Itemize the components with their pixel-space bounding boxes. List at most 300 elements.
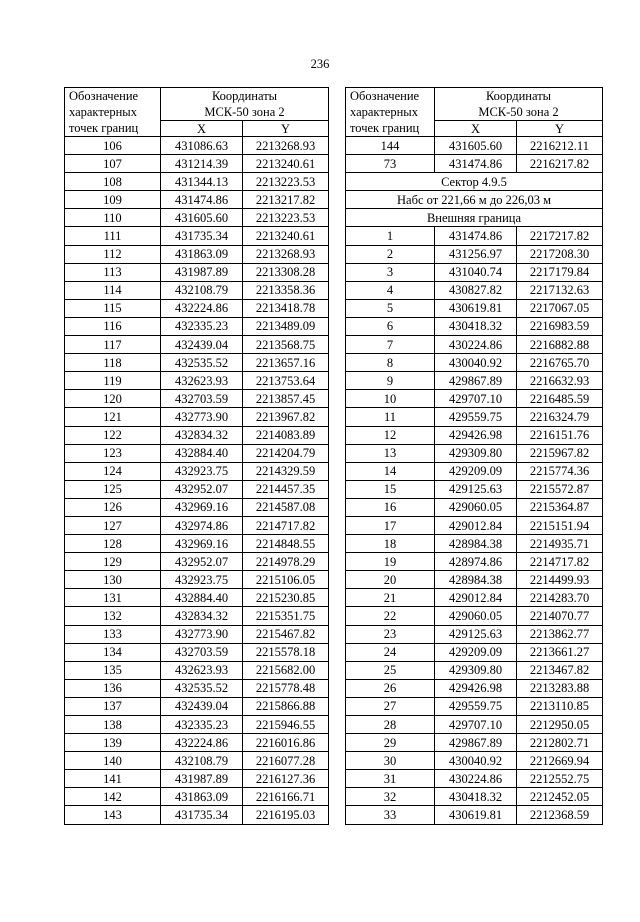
y-coordinate-cell: 2214283.70 (517, 589, 603, 607)
x-coordinate-cell: 431214.39 (161, 155, 243, 173)
y-coordinate-cell: 2214978.29 (243, 553, 329, 571)
table-row (65, 191, 329, 209)
x-coordinate-cell: 429125.63 (435, 625, 517, 643)
y-coordinate-cell: 2213223.53 (243, 173, 329, 191)
x-coordinate-cell: 432969.16 (161, 535, 243, 553)
y-coordinate-cell: 2215578.18 (243, 643, 329, 661)
table-row (65, 137, 329, 155)
x-coordinate-cell: 432623.93 (161, 661, 243, 679)
point-number-cell: 144 (346, 137, 435, 155)
table-row (346, 679, 603, 697)
point-designation-line1: Обозначение (350, 89, 420, 103)
point-number-cell: 129 (65, 553, 161, 571)
point-number-cell: 12 (346, 426, 435, 444)
x-coordinate-cell: 429426.98 (435, 679, 517, 697)
table-row (65, 209, 329, 227)
x-coordinate-cell: 431863.09 (161, 245, 243, 263)
y-coordinate-cell: 2213489.09 (243, 317, 329, 335)
y-coordinate-cell: 2212950.05 (517, 716, 603, 734)
y-coordinate-cell: 2216016.86 (243, 734, 329, 752)
y-coordinate-cell: 2213967.82 (243, 408, 329, 426)
table-row (346, 734, 603, 752)
table-row (65, 716, 329, 734)
page-number: 236 (310, 57, 330, 71)
point-number-cell: 26 (346, 679, 435, 697)
x-coordinate-cell: 429559.75 (435, 697, 517, 715)
y-coordinate-cell: 2215364.87 (517, 498, 603, 516)
point-number-cell: 7 (346, 336, 435, 354)
x-coordinate-cell: 432224.86 (161, 734, 243, 752)
table-row (65, 553, 329, 571)
table-row (65, 372, 329, 390)
y-coordinate-cell: 2216485.59 (517, 390, 603, 408)
x-coordinate-cell: 431735.34 (161, 806, 243, 824)
point-number-cell: 139 (65, 734, 161, 752)
x-coordinate-cell: 432974.86 (161, 516, 243, 534)
x-coordinate-cell: 432923.75 (161, 571, 243, 589)
right-table-top-body (346, 137, 603, 173)
point-number-cell: 128 (65, 535, 161, 553)
table-row (65, 336, 329, 354)
point-number-cell: 142 (65, 788, 161, 806)
x-coordinate-cell: 428974.86 (435, 553, 517, 571)
x-coordinate-cell: 430827.82 (435, 281, 517, 299)
x-coordinate-cell: 432884.40 (161, 444, 243, 462)
point-number-cell: 108 (65, 173, 161, 191)
y-header: Y (517, 121, 603, 137)
table-row (346, 716, 603, 734)
table-row (65, 498, 329, 516)
point-number-cell: 23 (346, 625, 435, 643)
y-coordinate-cell: 2214848.55 (243, 535, 329, 553)
table-row (346, 643, 603, 661)
table-row (65, 354, 329, 372)
x-coordinate-cell: 431474.86 (435, 227, 517, 245)
table-row (65, 607, 329, 625)
table-row (346, 480, 603, 498)
y-coordinate-cell: 2213862.77 (517, 625, 603, 643)
table-row (346, 263, 603, 281)
table-row (65, 589, 329, 607)
y-coordinate-cell: 2216765.70 (517, 354, 603, 372)
point-number-cell: 1 (346, 227, 435, 245)
table-row (346, 553, 603, 571)
point-number-cell: 119 (65, 372, 161, 390)
point-number-cell: 73 (346, 155, 435, 173)
y-coordinate-cell: 2213358.36 (243, 281, 329, 299)
x-coordinate-cell: 432834.32 (161, 426, 243, 444)
x-coordinate-cell: 429309.80 (435, 661, 517, 679)
point-number-cell: 13 (346, 444, 435, 462)
table-row (65, 227, 329, 245)
y-coordinate-cell: 2216127.36 (243, 770, 329, 788)
x-coordinate-cell: 430224.86 (435, 336, 517, 354)
table-row (346, 770, 603, 788)
table-row (346, 661, 603, 679)
x-coordinate-cell: 432969.16 (161, 498, 243, 516)
x-coordinate-cell: 430418.32 (435, 317, 517, 335)
table-row (346, 806, 603, 824)
point-number-cell: 133 (65, 625, 161, 643)
x-coordinate-cell: 432884.40 (161, 589, 243, 607)
y-coordinate-cell: 2215151.94 (517, 516, 603, 534)
point-number-cell: 122 (65, 426, 161, 444)
table-row (346, 571, 603, 589)
table-row (346, 444, 603, 462)
point-number-cell: 6 (346, 317, 435, 335)
point-number-cell: 10 (346, 390, 435, 408)
table-row (346, 625, 603, 643)
y-coordinate-cell: 2213308.28 (243, 263, 329, 281)
x-coordinate-cell: 429707.10 (435, 716, 517, 734)
y-coordinate-cell: 2216195.03 (243, 806, 329, 824)
table-row (346, 535, 603, 553)
x-coordinate-cell: 429060.05 (435, 498, 517, 516)
table-row (346, 227, 603, 245)
point-number-cell: 29 (346, 734, 435, 752)
coordinates-header (161, 88, 329, 121)
x-coordinate-cell: 429867.89 (435, 734, 517, 752)
x-coordinate-cell: 428984.38 (435, 535, 517, 553)
table-row (65, 679, 329, 697)
point-number-cell: 33 (346, 806, 435, 824)
y-coordinate-cell: 2212452.05 (517, 788, 603, 806)
sector-title: Сектор 4.9.5 (346, 173, 603, 191)
x-coordinate-cell: 432535.52 (161, 679, 243, 697)
y-header: Y (243, 121, 329, 137)
sector-boundary-label: Внешняя граница (346, 209, 603, 227)
table-row (65, 788, 329, 806)
point-number-cell: 141 (65, 770, 161, 788)
table-row (65, 299, 329, 317)
x-coordinate-cell: 432952.07 (161, 553, 243, 571)
x-coordinate-cell: 432439.04 (161, 697, 243, 715)
point-number-cell: 2 (346, 245, 435, 263)
point-number-cell: 16 (346, 498, 435, 516)
table-row (346, 245, 603, 263)
x-header: X (435, 121, 517, 137)
y-coordinate-cell: 2214499.93 (517, 571, 603, 589)
point-number-cell: 19 (346, 553, 435, 571)
y-coordinate-cell: 2215774.36 (517, 462, 603, 480)
y-coordinate-cell: 2215351.75 (243, 607, 329, 625)
x-coordinate-cell: 430040.92 (435, 752, 517, 770)
table-row (346, 317, 603, 335)
table-row (346, 498, 603, 516)
right-table-body (346, 227, 603, 824)
point-number-cell: 115 (65, 299, 161, 317)
y-coordinate-cell: 2216166.71 (243, 788, 329, 806)
point-number-cell: 20 (346, 571, 435, 589)
coordinates-table-left (64, 87, 329, 825)
point-number-cell: 125 (65, 480, 161, 498)
point-number-cell: 4 (346, 281, 435, 299)
x-coordinate-cell: 429209.09 (435, 643, 517, 661)
table-row (65, 643, 329, 661)
left-table-body (65, 137, 329, 825)
y-coordinate-cell: 2214717.82 (517, 553, 603, 571)
sector-boundary-row (346, 209, 603, 227)
point-number-cell: 21 (346, 589, 435, 607)
y-coordinate-cell: 2213657.16 (243, 354, 329, 372)
point-number-cell: 137 (65, 697, 161, 715)
table-row (346, 589, 603, 607)
table-row (65, 281, 329, 299)
x-coordinate-cell: 431344.13 (161, 173, 243, 191)
point-number-cell: 107 (65, 155, 161, 173)
y-coordinate-cell: 2217179.84 (517, 263, 603, 281)
y-coordinate-cell: 2216151.76 (517, 426, 603, 444)
point-number-cell: 18 (346, 535, 435, 553)
y-coordinate-cell: 2214935.71 (517, 535, 603, 553)
point-number-cell: 136 (65, 679, 161, 697)
x-coordinate-cell: 430418.32 (435, 788, 517, 806)
y-coordinate-cell: 2216983.59 (517, 317, 603, 335)
point-number-cell: 111 (65, 227, 161, 245)
coordinates-title: Координаты (485, 89, 552, 103)
point-number-cell: 5 (346, 299, 435, 317)
table-row (65, 426, 329, 444)
point-number-cell: 113 (65, 263, 161, 281)
point-designation-header (65, 88, 161, 137)
y-coordinate-cell: 2217132.63 (517, 281, 603, 299)
coordinates-header (435, 88, 603, 121)
point-designation-header (346, 88, 435, 137)
point-number-cell: 118 (65, 354, 161, 372)
x-coordinate-cell: 432108.79 (161, 281, 243, 299)
point-number-cell: 124 (65, 462, 161, 480)
x-coordinate-cell: 430040.92 (435, 354, 517, 372)
point-number-cell: 11 (346, 408, 435, 426)
y-coordinate-cell: 2216077.28 (243, 752, 329, 770)
y-coordinate-cell: 2214457.35 (243, 480, 329, 498)
y-coordinate-cell: 2215866.88 (243, 697, 329, 715)
point-number-cell: 132 (65, 607, 161, 625)
x-coordinate-cell: 431987.89 (161, 263, 243, 281)
y-coordinate-cell: 2216217.82 (517, 155, 603, 173)
y-coordinate-cell: 2215778.48 (243, 679, 329, 697)
point-number-cell: 109 (65, 191, 161, 209)
y-coordinate-cell: 2212802.71 (517, 734, 603, 752)
table-row (65, 390, 329, 408)
y-coordinate-cell: 2216632.93 (517, 372, 603, 390)
point-number-cell: 3 (346, 263, 435, 281)
x-coordinate-cell: 428984.38 (435, 571, 517, 589)
x-coordinate-cell: 431735.34 (161, 227, 243, 245)
point-number-cell: 126 (65, 498, 161, 516)
table-row (346, 281, 603, 299)
point-number-cell: 110 (65, 209, 161, 227)
point-number-cell: 22 (346, 607, 435, 625)
x-coordinate-cell: 432108.79 (161, 752, 243, 770)
table-row (65, 444, 329, 462)
point-number-cell: 117 (65, 336, 161, 354)
y-coordinate-cell: 2216882.88 (517, 336, 603, 354)
point-number-cell: 135 (65, 661, 161, 679)
x-coordinate-cell: 430619.81 (435, 299, 517, 317)
y-coordinate-cell: 2217208.30 (517, 245, 603, 263)
point-number-cell: 31 (346, 770, 435, 788)
x-coordinate-cell: 432335.23 (161, 317, 243, 335)
point-number-cell: 123 (65, 444, 161, 462)
x-coordinate-cell: 432834.32 (161, 607, 243, 625)
table-row (346, 408, 603, 426)
x-coordinate-cell: 432439.04 (161, 336, 243, 354)
point-designation-line3: точек границ (350, 121, 420, 135)
table-row (346, 354, 603, 372)
y-coordinate-cell: 2212552.75 (517, 770, 603, 788)
table-row (65, 697, 329, 715)
y-coordinate-cell: 2216324.79 (517, 408, 603, 426)
table-row (65, 535, 329, 553)
x-coordinate-cell: 430224.86 (435, 770, 517, 788)
y-coordinate-cell: 2215230.85 (243, 589, 329, 607)
coordinate-system: МСК-50 зона 2 (204, 105, 285, 119)
point-number-cell: 140 (65, 752, 161, 770)
table-row (346, 426, 603, 444)
x-coordinate-cell: 431256.97 (435, 245, 517, 263)
coordinates-title: Координаты (211, 89, 278, 103)
y-coordinate-cell: 2213661.27 (517, 643, 603, 661)
point-number-cell: 9 (346, 372, 435, 390)
point-number-cell: 28 (346, 716, 435, 734)
y-coordinate-cell: 2213110.85 (517, 697, 603, 715)
x-coordinate-cell: 431863.09 (161, 788, 243, 806)
y-coordinate-cell: 2212368.59 (517, 806, 603, 824)
y-coordinate-cell: 2214204.79 (243, 444, 329, 462)
x-coordinate-cell: 432703.59 (161, 643, 243, 661)
x-coordinate-cell: 429309.80 (435, 444, 517, 462)
coordinates-table-right (345, 87, 603, 825)
point-number-cell: 130 (65, 571, 161, 589)
x-coordinate-cell: 429060.05 (435, 607, 517, 625)
x-coordinate-cell: 431605.60 (435, 137, 517, 155)
table-row (346, 390, 603, 408)
point-number-cell: 8 (346, 354, 435, 372)
y-coordinate-cell: 2215946.55 (243, 716, 329, 734)
x-coordinate-cell: 429707.10 (435, 390, 517, 408)
y-coordinate-cell: 2214587.08 (243, 498, 329, 516)
point-number-cell: 143 (65, 806, 161, 824)
table-row (346, 155, 603, 173)
x-coordinate-cell: 432773.90 (161, 625, 243, 643)
point-number-cell: 24 (346, 643, 435, 661)
y-coordinate-cell: 2214717.82 (243, 516, 329, 534)
point-number-cell: 120 (65, 390, 161, 408)
x-coordinate-cell: 429012.84 (435, 589, 517, 607)
table-row (65, 480, 329, 498)
table-row (346, 697, 603, 715)
point-number-cell: 131 (65, 589, 161, 607)
x-coordinate-cell: 432335.23 (161, 716, 243, 734)
point-designation-line1: Обозначение (69, 89, 139, 103)
table-row (65, 661, 329, 679)
table-row (346, 788, 603, 806)
y-coordinate-cell: 2213568.75 (243, 336, 329, 354)
y-coordinate-cell: 2215967.82 (517, 444, 603, 462)
point-number-cell: 15 (346, 480, 435, 498)
point-number-cell: 114 (65, 281, 161, 299)
y-coordinate-cell: 2215106.05 (243, 571, 329, 589)
table-row (346, 462, 603, 480)
x-coordinate-cell: 429209.09 (435, 462, 517, 480)
y-coordinate-cell: 2215682.00 (243, 661, 329, 679)
y-coordinate-cell: 2213268.93 (243, 137, 329, 155)
point-number-cell: 116 (65, 317, 161, 335)
x-coordinate-cell: 432623.93 (161, 372, 243, 390)
sector-height-range: Набс от 221,66 м до 226,03 м (346, 191, 603, 209)
point-number-cell: 127 (65, 516, 161, 534)
y-coordinate-cell: 2213467.82 (517, 661, 603, 679)
table-row (346, 299, 603, 317)
table-row (65, 752, 329, 770)
point-number-cell: 25 (346, 661, 435, 679)
table-row (65, 263, 329, 281)
x-coordinate-cell: 429426.98 (435, 426, 517, 444)
x-coordinate-cell: 432703.59 (161, 390, 243, 408)
y-coordinate-cell: 2216212.11 (517, 137, 603, 155)
y-coordinate-cell: 2213217.82 (243, 191, 329, 209)
x-coordinate-cell: 432923.75 (161, 462, 243, 480)
y-coordinate-cell: 2213240.61 (243, 155, 329, 173)
table-row (65, 734, 329, 752)
point-number-cell: 112 (65, 245, 161, 263)
table-row (346, 372, 603, 390)
y-coordinate-cell: 2213753.64 (243, 372, 329, 390)
x-coordinate-cell: 431086.63 (161, 137, 243, 155)
table-row (65, 245, 329, 263)
sector-title-row (346, 173, 603, 191)
y-coordinate-cell: 2214083.89 (243, 426, 329, 444)
y-coordinate-cell: 2215572.87 (517, 480, 603, 498)
x-coordinate-cell: 432224.86 (161, 299, 243, 317)
table-row (65, 516, 329, 534)
point-designation-line2: характерных (350, 105, 418, 119)
y-coordinate-cell: 2214070.77 (517, 607, 603, 625)
x-coordinate-cell: 430619.81 (435, 806, 517, 824)
x-header: X (161, 121, 243, 137)
y-coordinate-cell: 2214329.59 (243, 462, 329, 480)
point-number-cell: 17 (346, 516, 435, 534)
point-number-cell: 30 (346, 752, 435, 770)
point-designation-line3: точек границ (69, 121, 139, 135)
table-row (65, 408, 329, 426)
point-number-cell: 32 (346, 788, 435, 806)
point-number-cell: 121 (65, 408, 161, 426)
table-row (65, 317, 329, 335)
table-row (346, 336, 603, 354)
x-coordinate-cell: 431987.89 (161, 770, 243, 788)
x-coordinate-cell: 431040.74 (435, 263, 517, 281)
x-coordinate-cell: 432952.07 (161, 480, 243, 498)
y-coordinate-cell: 2213283.88 (517, 679, 603, 697)
sector-height-row (346, 191, 603, 209)
x-coordinate-cell: 431474.86 (435, 155, 517, 173)
point-number-cell: 134 (65, 643, 161, 661)
x-coordinate-cell: 429559.75 (435, 408, 517, 426)
x-coordinate-cell: 429012.84 (435, 516, 517, 534)
point-designation-line2: характерных (69, 105, 137, 119)
table-row (65, 155, 329, 173)
x-coordinate-cell: 429125.63 (435, 480, 517, 498)
x-coordinate-cell: 432535.52 (161, 354, 243, 372)
table-row (65, 625, 329, 643)
point-number-cell: 14 (346, 462, 435, 480)
x-coordinate-cell: 429867.89 (435, 372, 517, 390)
table-row (346, 752, 603, 770)
point-number-cell: 138 (65, 716, 161, 734)
table-row (346, 607, 603, 625)
